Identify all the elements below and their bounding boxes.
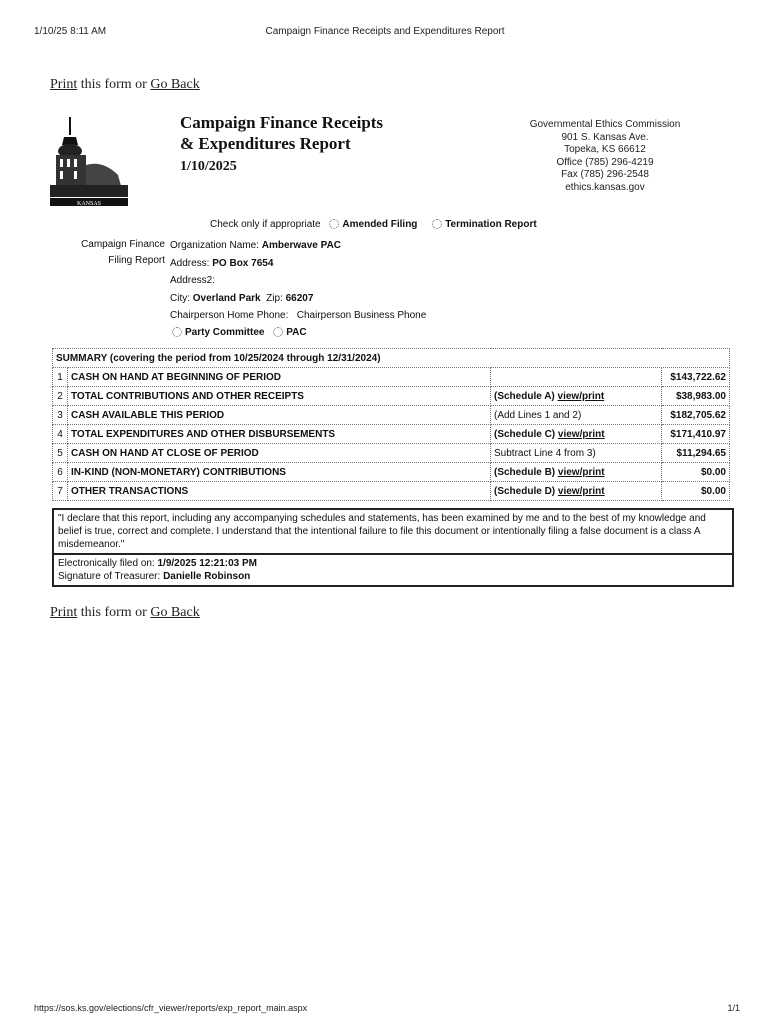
go-back-link-bottom[interactable]: Go Back (150, 605, 200, 620)
commission-website: ethics.kansas.gov (565, 181, 645, 193)
row-description: IN-KIND (NON-MONETARY) CONTRIBUTIONS (68, 463, 491, 482)
row-schedule (491, 444, 662, 463)
print-datetime: 1/10/25 8:11 AM (34, 26, 107, 37)
filing-type-checks (210, 219, 537, 230)
city-value: Overland Park (192, 292, 261, 304)
org-name-label: Organization Name: (170, 240, 259, 251)
party-committee-label: Party Committee (185, 327, 265, 338)
filing-label-line2: Filing Report (108, 254, 165, 266)
organization-info (170, 237, 426, 325)
summary-row (53, 444, 730, 463)
row-amount: $0.00 (662, 463, 730, 482)
report-title-block (180, 112, 383, 178)
row-description: TOTAL EXPENDITURES AND OTHER DISBURSEMENTS (68, 425, 491, 444)
summary-heading-row (53, 349, 730, 368)
print-page-title: Campaign Finance Receipts and Expenditures Report (265, 26, 505, 37)
row-amount: $11,294.65 (662, 444, 730, 463)
nav-top (50, 77, 200, 93)
nav-middle-text: this form or (77, 77, 151, 92)
check-prompt: Check only if appropriate (210, 219, 321, 230)
row-number: 3 (53, 406, 68, 425)
nav-middle-text-bottom: this form or (77, 605, 151, 620)
filing-report-label (60, 237, 165, 268)
row-number: 7 (53, 482, 68, 501)
row-schedule-text: (Add Lines 1 and 2) (494, 409, 582, 421)
row-description: OTHER TRANSACTIONS (68, 482, 491, 501)
report-title-line2: & Expenditures Report (180, 134, 351, 153)
filing-signature-box (52, 553, 734, 587)
kansas-capitol-seal-icon (48, 115, 130, 210)
summary-row (53, 387, 730, 406)
row-schedule-text: (Schedule A) (494, 390, 558, 402)
row-number: 4 (53, 425, 68, 444)
commission-office-phone: Office (785) 296-4219 (556, 156, 654, 168)
pac-label: PAC (286, 327, 307, 338)
commission-street: 901 S. Kansas Ave. (561, 131, 649, 143)
go-back-link[interactable]: Go Back (150, 77, 200, 92)
row-schedule (491, 387, 662, 406)
summary-row (53, 406, 730, 425)
row-schedule-text: (Schedule B) (494, 466, 558, 478)
row-number: 1 (53, 368, 68, 387)
row-number: 5 (53, 444, 68, 463)
row-amount: $143,722.62 (662, 368, 730, 387)
city-label: City: (170, 292, 190, 304)
row-number: 6 (53, 463, 68, 482)
amended-filing-label: Amended Filing (342, 219, 418, 230)
report-date: 1/10/2025 (180, 159, 237, 174)
business-phone-label: Chairperson Business Phone (296, 310, 427, 321)
commission-contact (500, 119, 710, 195)
row-description: TOTAL CONTRIBUTIONS AND OTHER RECEIPTS (68, 387, 491, 406)
schedule-c-view-print-link[interactable]: view/print (557, 428, 605, 440)
schedule-a-view-print-link[interactable]: view/print (557, 390, 605, 402)
filed-on-value: 1/9/2025 12:21:03 PM (157, 558, 258, 569)
row-schedule (491, 482, 662, 501)
committee-type-row (170, 327, 307, 338)
row-number: 2 (53, 387, 68, 406)
termination-report-checkbox[interactable] (432, 219, 442, 229)
row-schedule-text: Subtract Line 4 from 3) (494, 447, 596, 459)
summary-row (53, 463, 730, 482)
row-schedule-text: (Schedule C) (494, 428, 558, 440)
print-footer-url: https://sos.ks.gov/elections/cfr_viewer/reports/exp_report_main.aspx (34, 1003, 308, 1013)
address-label: Address: (170, 257, 210, 269)
schedule-d-view-print-link[interactable]: view/print (557, 485, 605, 497)
home-phone-label: Chairperson Home Phone: (170, 310, 289, 321)
row-description: CASH AVAILABLE THIS PERIOD (68, 406, 491, 425)
nav-bottom (50, 605, 200, 621)
commission-city: Topeka, KS 66612 (564, 144, 646, 156)
termination-report-label: Termination Report (445, 219, 537, 230)
treasurer-signature-value: Danielle Robinson (163, 571, 251, 582)
row-schedule (491, 463, 662, 482)
row-description: CASH ON HAND AT BEGINNING OF PERIOD (68, 368, 491, 387)
summary-table (52, 348, 730, 501)
filed-on-label: Electronically filed on: (58, 558, 155, 569)
summary-row (53, 368, 730, 387)
summary-row (53, 425, 730, 444)
row-description: CASH ON HAND AT CLOSE OF PERIOD (68, 444, 491, 463)
summary-row (53, 482, 730, 501)
filing-label-line1: Campaign Finance (81, 239, 165, 250)
row-amount: $38,983.00 (662, 387, 730, 406)
print-link[interactable]: Print (50, 77, 78, 92)
schedule-b-view-print-link[interactable]: view/print (557, 466, 605, 478)
pac-radio[interactable] (273, 327, 283, 337)
row-schedule (491, 425, 662, 444)
row-amount: $182,705.62 (662, 406, 730, 425)
party-committee-radio[interactable] (172, 327, 182, 337)
declaration-statement: "I declare that this report, including any accompanying schedules and statements, has been examined by me and to the best of my knowledge and belief is true, correct and complete. I understand that the intentional failure to file this document or intentionally filing a false document is a class A misdemeanor." (52, 508, 734, 555)
row-amount: $171,410.97 (662, 425, 730, 444)
treasurer-signature-label: Signature of Treasurer: (58, 571, 161, 582)
report-title-line1: Campaign Finance Receipts (180, 113, 384, 132)
print-page-number: 1/1 (727, 1003, 740, 1013)
address2-label: Address2: (170, 275, 216, 286)
commission-name: Governmental Ethics Commission (529, 119, 681, 130)
row-schedule (491, 368, 662, 387)
commission-fax: Fax (785) 296-2548 (561, 169, 649, 181)
row-schedule (491, 406, 662, 425)
row-amount: $0.00 (662, 482, 730, 501)
amended-filing-checkbox[interactable] (329, 219, 339, 229)
row-schedule-text: (Schedule D) (494, 485, 558, 497)
print-link-bottom[interactable]: Print (50, 605, 78, 620)
zip-value: 66207 (285, 292, 314, 304)
zip-label: Zip: (266, 292, 283, 304)
svg-text:KANSAS: KANSAS (76, 201, 102, 207)
summary-heading: SUMMARY (covering the period from 10/25/2024 through 12/31/2024) (53, 349, 730, 368)
org-name-value: Amberwave PAC (261, 240, 342, 251)
address-value: PO Box 7654 (212, 257, 274, 269)
